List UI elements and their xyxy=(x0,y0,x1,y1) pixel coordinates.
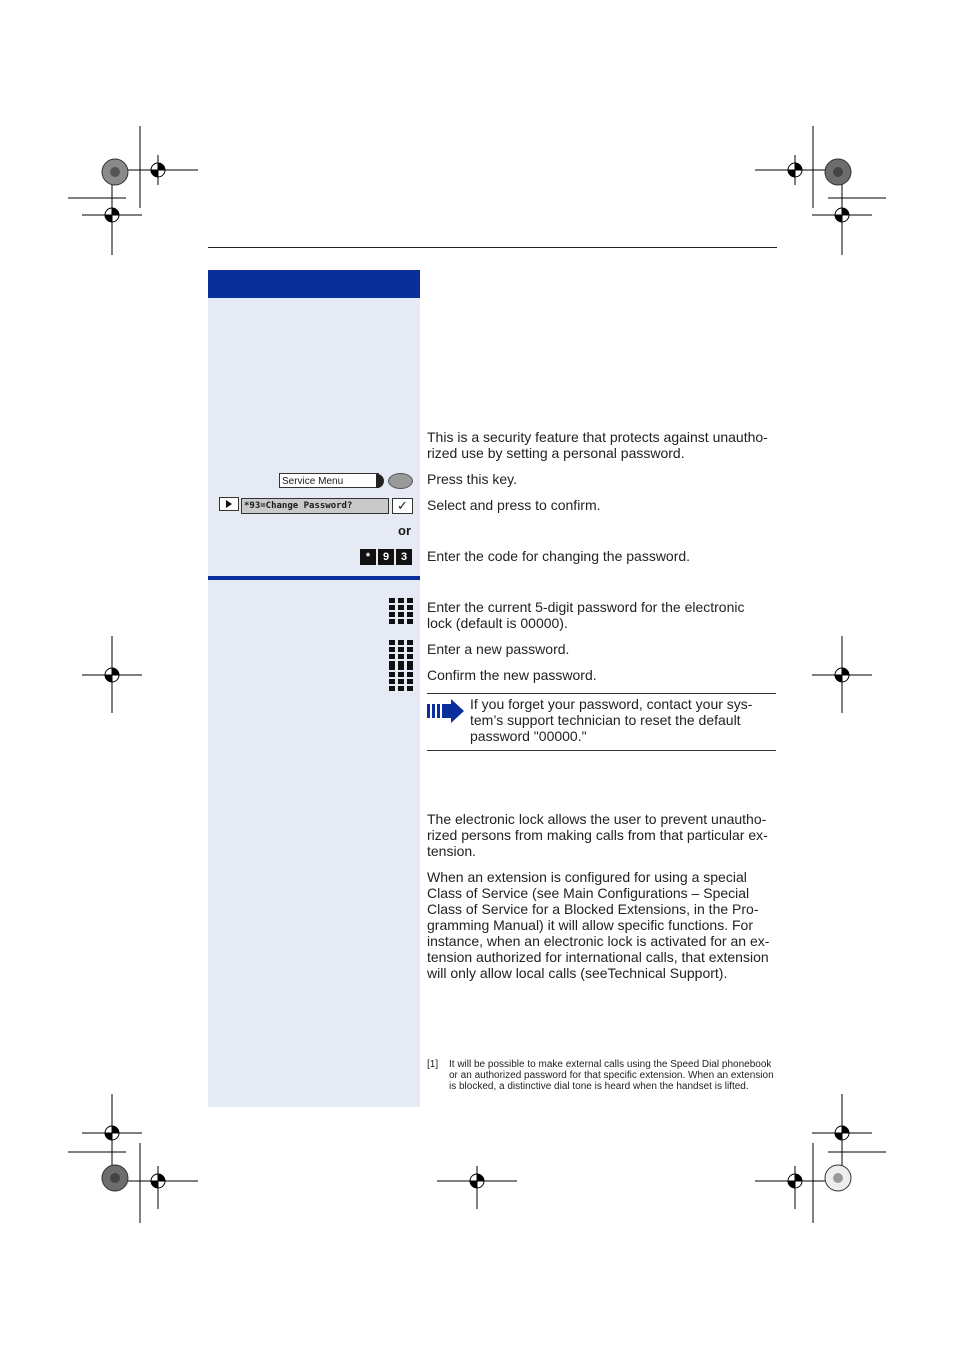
enter-new-text: Enter a new password. xyxy=(427,641,570,657)
star-key: * xyxy=(360,549,376,565)
select-confirm-text: Select and press to confirm. xyxy=(427,497,601,513)
digit-9-key: 9 xyxy=(378,549,394,565)
keypad-icon xyxy=(389,598,413,622)
enter-code-text: Enter the code for changing the password. xyxy=(427,548,691,564)
description-paragraph-2: When an extension is configured for using a special Class of Service (see Main Configurations – Special Class of Service for a Blocked Extensions, in the Pro-gramming Manual) it will allow specific functions. For instance, when an electronic lock is activated for an ex-tension authorized for international calls, that extension will only allow local calls (seeTechnical Support). xyxy=(427,869,770,981)
description-paragraph-1: The electronic lock allows the user to prevent unautho-rized persons from making calls from that particular ex-tension. xyxy=(427,811,768,859)
note-text: If you forget your password, contact your sys-tem’s support technician to reset the default password "00000." xyxy=(470,696,753,744)
footnote-text: It will be possible to make external calls using the Speed Dial phonebook or an authorized password for that specific extension. When an extension is blocked, a distinctive dial tone is heard when the handset is lifted. xyxy=(449,1059,774,1092)
sidebar-header-bar xyxy=(208,270,420,298)
or-label: or xyxy=(398,523,411,538)
footnote-marker: [1] xyxy=(427,1059,439,1070)
scroll-arrow-icon[interactable] xyxy=(219,497,239,511)
press-key-text: Press this key. xyxy=(427,471,517,487)
confirm-new-text: Confirm the new password. xyxy=(427,667,597,683)
sidebar-divider xyxy=(208,576,420,580)
confirm-check-icon[interactable]: ✓ xyxy=(392,498,413,514)
display-option[interactable]: *93=Change Password? xyxy=(241,498,389,514)
intro-text: This is a security feature that protects against unautho-rized use by setting a personal password. xyxy=(427,429,768,461)
digit-3-key: 3 xyxy=(396,549,412,565)
enter-current-text: Enter the current 5-digit password for the electronic lock (default is 00000). xyxy=(427,599,745,631)
service-menu-key[interactable] xyxy=(388,473,413,489)
note-arrow-icon xyxy=(427,699,465,723)
keypad-icon xyxy=(389,665,413,689)
keypad-icon xyxy=(389,640,413,664)
header-rule xyxy=(208,247,777,248)
service-menu-display: Service Menu xyxy=(279,473,379,488)
